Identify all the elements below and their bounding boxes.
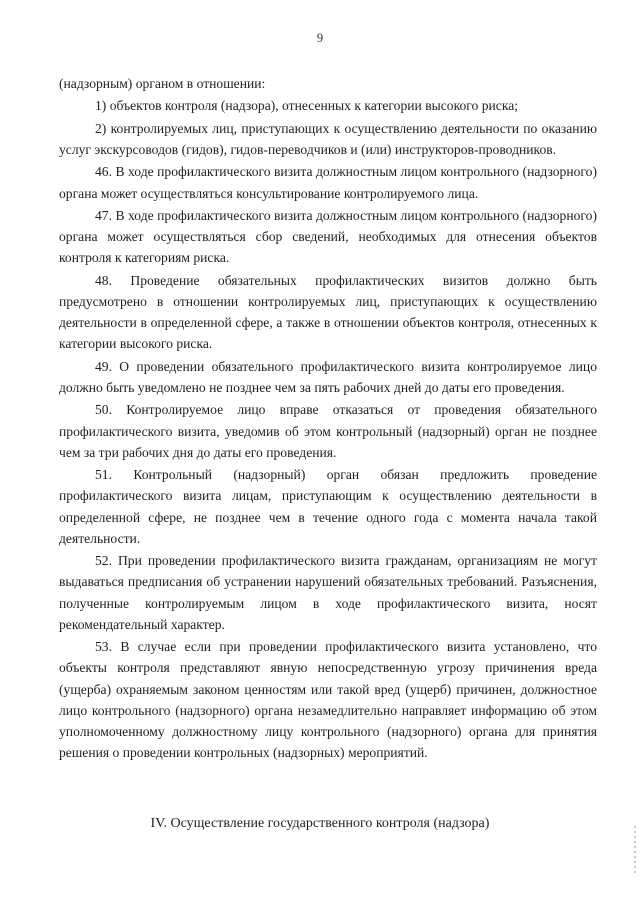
- paragraph-p48: 48. Проведение обязательных профилактических визитов должно быть предусмотрено в отношении контролируемых лиц, приступающих к осуществлению деятельности в определенной сфере, а также в отношении объектов контроля, отнесенных к категории высокого риска.: [59, 272, 597, 352]
- section-heading: IV. Осуществление государственного контроля (надзора): [150, 816, 490, 831]
- paragraph-item-2: 2) контролируемых лиц, приступающих к осуществлению деятельности по оказанию услуг экскурсоводов (гидов), гидов-переводчиков и (или) инструкторов-проводников.: [59, 120, 597, 157]
- paragraph-item-1: 1) объектов контроля (надзора), отнесенных к категории высокого риска;: [95, 98, 519, 114]
- scan-edge-mark: [634, 826, 636, 876]
- paragraph-p52: 52. При проведении профилактического визита гражданам, организациям не могут выдаваться предписания об устранении нарушений обязательных требований. Разъяснения, полученные контролируемым лицом в ходе профилактического визита, носят рекомендательный характер.: [59, 553, 597, 632]
- paragraph-p46: 46. В ходе профилактического визита должностным лицом контрольного (надзорного) органа может осуществляться консультирование контролируемого лица.: [59, 164, 597, 201]
- paragraph-p50: 50. Контролируемое лицо вправе отказаться от проведения обязательного профилактического визита, уведомив об этом контрольный (надзорный) орган не позднее чем за три рабочих дня до даты его проведения.: [59, 402, 597, 460]
- page-number: 9: [316, 31, 324, 45]
- paragraph-p49: 49. О проведении обязательного профилактического визита контролируемое лицо должно быть уведомлено не позднее чем за пять рабочих дней до даты его проведения.: [59, 358, 597, 395]
- paragraph-p51: 51. Контрольный (надзорный) орган обязан предложить проведение профилактического визита лицам, приступающим к осуществлению деятельности в определенной сфере, не позднее чем в течение одного года с момента начала такой деятельности.: [59, 467, 597, 546]
- paragraph-p47: 47. В ходе профилактического визита должностным лицом контрольного (надзорного) органа может осуществляться сбор сведений, необходимых для отнесения объектов контроля к категориям риска.: [59, 207, 597, 266]
- paragraph-p53: 53. В случае если при проведении профилактического визита установлено, что объекты контроля представляют явную непосредственную угрозу причинения вреда (ущерба) охраняемым законом ценностям или такой вред (ущерб) причинен, должностное лицо контрольного (надзорного) органа незамедлительно направляет информацию об этом уполномоченному должностному лицу контрольного (надзорного) органа для принятия решения о проведении контрольных (надзорных) мероприятий.: [59, 639, 597, 761]
- paragraph-intro: (надзорным) органом в отношении:: [59, 76, 266, 91]
- document-body: [59, 73, 597, 765]
